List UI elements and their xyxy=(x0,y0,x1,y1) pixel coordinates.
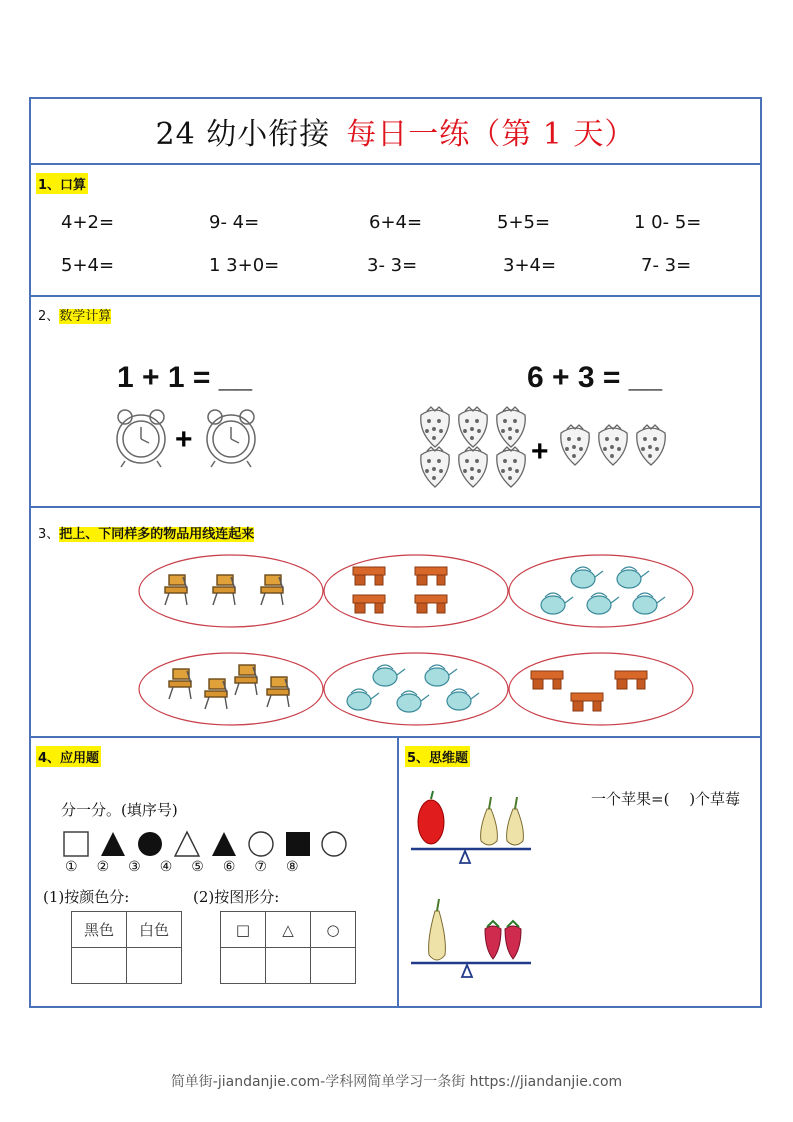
alarm-clock-icon xyxy=(207,410,255,467)
fulcrum-icon xyxy=(462,965,472,977)
answer-cell[interactable] xyxy=(72,948,127,984)
oval xyxy=(324,653,508,725)
number-label: ④ xyxy=(159,859,192,875)
section2-number: 2、 xyxy=(38,309,60,324)
strawberry-icons xyxy=(415,405,675,491)
apple-icon xyxy=(418,791,444,844)
section4-label xyxy=(36,746,101,767)
section5-label xyxy=(405,746,470,767)
number-label: ⑧ xyxy=(285,859,318,875)
strawberry-icon xyxy=(485,921,501,959)
problem: 6+4= xyxy=(369,212,423,233)
number-label: ③ xyxy=(128,859,160,875)
question-text: 一个苹果=( )个草莓 xyxy=(591,790,741,808)
pear-icon xyxy=(507,797,524,845)
problem: 3- 3= xyxy=(367,255,418,276)
equation-1: 1 + 1 = __ xyxy=(117,361,253,394)
worksheet xyxy=(29,97,762,1008)
by-color-label: (1)按颜色分: xyxy=(43,888,130,906)
pear-icon xyxy=(429,899,446,960)
triangle-icon xyxy=(175,832,199,856)
by-shape-label: (2)按图形分: xyxy=(193,888,280,906)
oval xyxy=(509,555,693,627)
equation-2: 6 + 3 = __ xyxy=(527,361,663,394)
square-icon xyxy=(64,832,88,856)
number-label: ⑦ xyxy=(254,859,286,875)
shape-header: ○ xyxy=(311,912,356,948)
section5-number: 5、 xyxy=(407,751,430,766)
section1-title: 口算 xyxy=(60,178,87,193)
section1-number: 1、 xyxy=(38,178,61,193)
circle-icon xyxy=(322,832,346,856)
title-black: 24 幼小衔接 xyxy=(155,117,331,152)
number-label: ② xyxy=(96,859,129,875)
triangle-icon xyxy=(212,832,236,856)
circle-icon xyxy=(249,832,273,856)
triangle-icon xyxy=(101,832,125,856)
shape-header: △ xyxy=(266,912,311,948)
section2-label xyxy=(36,304,113,325)
divider xyxy=(31,506,760,508)
number-label: ⑥ xyxy=(222,859,255,875)
problem: 4+2= xyxy=(61,212,115,233)
footer: 简单街-jiandanjie.com-学科网简单学习一条街 https://jiandanjie.com xyxy=(170,1074,623,1090)
section4-title: 应用题 xyxy=(60,751,100,766)
alarm-clock-icon xyxy=(117,410,165,467)
instruction: 分一分。(填序号) xyxy=(61,801,178,819)
pear-icon xyxy=(481,797,498,845)
section4-number: 4、 xyxy=(38,751,61,766)
problem: 1 3+0= xyxy=(209,255,280,276)
problem: 9- 4= xyxy=(209,212,260,233)
balance-scales xyxy=(409,779,539,979)
problem: 3+4= xyxy=(503,255,557,276)
section3-number: 3、 xyxy=(38,527,60,542)
divider xyxy=(31,736,760,738)
matching-pictures xyxy=(31,539,760,735)
number-label: ① xyxy=(65,859,97,875)
divider xyxy=(31,295,760,297)
plus-sign: + xyxy=(531,435,549,468)
circle-icon xyxy=(138,832,162,856)
section3-title: 把上、下同样多的物品用线连起来 xyxy=(59,527,255,542)
clock-icons xyxy=(111,405,291,473)
shape-table xyxy=(220,911,356,984)
divider xyxy=(31,163,760,165)
section2-title: 数学计算 xyxy=(59,309,112,324)
oval xyxy=(324,555,508,627)
color-header: 黑色 xyxy=(72,912,127,948)
color-header: 白色 xyxy=(127,912,182,948)
strawberry-icon xyxy=(505,921,521,959)
number-label: ⑤ xyxy=(191,859,223,875)
answer-cell[interactable] xyxy=(127,948,182,984)
problem: 5+5= xyxy=(497,212,551,233)
section1-label xyxy=(36,173,88,194)
problem: 5+4= xyxy=(61,255,115,276)
page-title xyxy=(31,99,760,163)
answer-cell[interactable] xyxy=(311,948,356,984)
color-table xyxy=(71,911,182,984)
section5-title: 思维题 xyxy=(429,751,469,766)
title-red: 每日一练（第 1 天） xyxy=(346,117,636,152)
plus-sign: + xyxy=(175,423,193,456)
problem: 7- 3= xyxy=(641,255,692,276)
answer-cell[interactable] xyxy=(266,948,311,984)
problem: 1 0- 5= xyxy=(634,212,702,233)
number-row xyxy=(65,859,318,875)
answer-cell[interactable] xyxy=(221,948,266,984)
shape-header: □ xyxy=(221,912,266,948)
divider-vertical xyxy=(397,736,399,1006)
square-icon xyxy=(286,832,310,856)
fulcrum-icon xyxy=(460,851,470,863)
oval xyxy=(139,653,323,725)
